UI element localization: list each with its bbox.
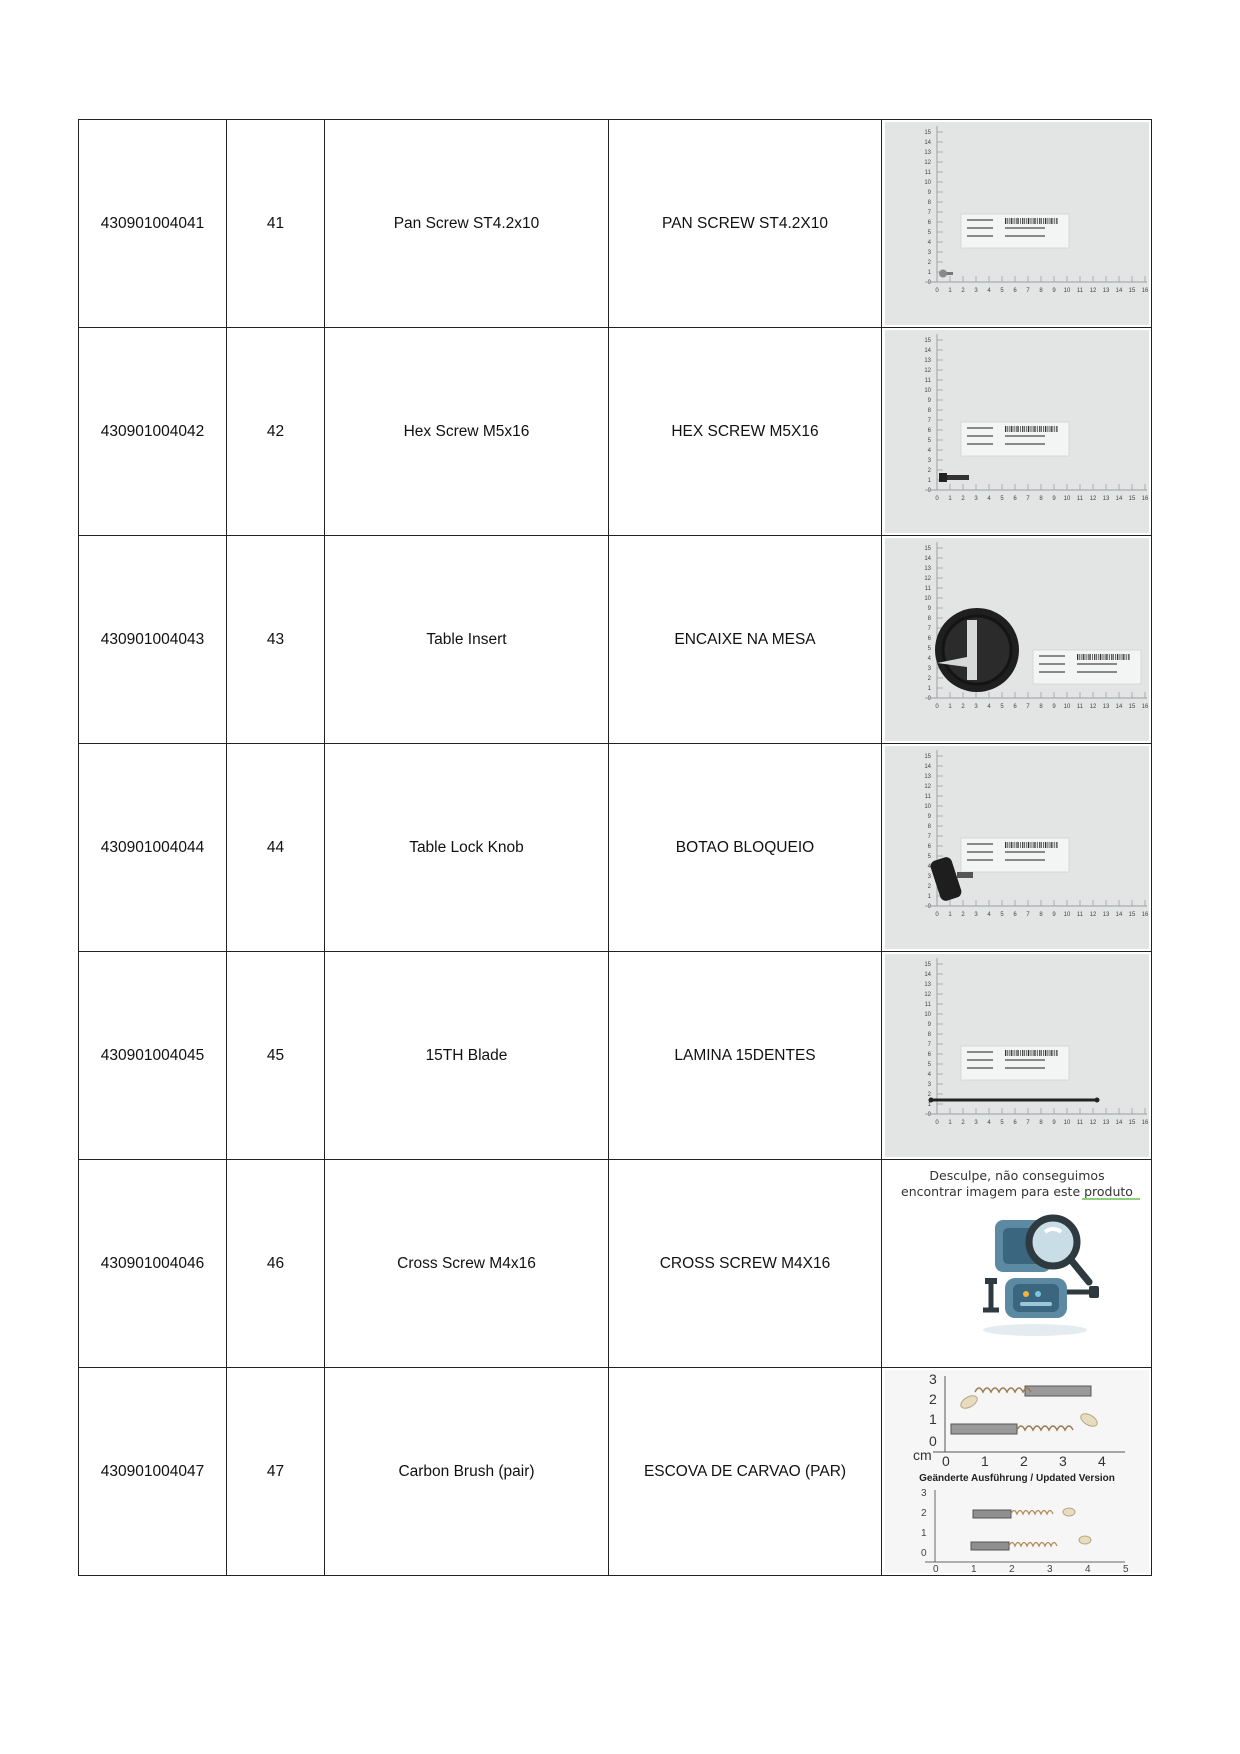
svg-text:4: 4 bbox=[986, 288, 991, 294]
svg-text:6: 6 bbox=[1012, 288, 1017, 294]
svg-text:7: 7 bbox=[1025, 704, 1030, 710]
table-row bbox=[79, 1368, 1152, 1576]
svg-text:8: 8 bbox=[1038, 496, 1043, 502]
svg-text:12: 12 bbox=[923, 368, 931, 374]
part-code: 430901004045 bbox=[79, 952, 227, 1160]
part-name-pt: ENCAIXE NA MESA bbox=[609, 536, 882, 744]
svg-text:10: 10 bbox=[923, 1012, 931, 1018]
svg-text:12: 12 bbox=[1089, 288, 1096, 294]
svg-text:9: 9 bbox=[1051, 912, 1056, 918]
svg-text:0: 0 bbox=[934, 704, 939, 710]
svg-text:2: 2 bbox=[960, 704, 965, 710]
svg-text:11: 11 bbox=[924, 378, 931, 384]
part-name-en: Hex Screw M5x16 bbox=[325, 328, 609, 536]
svg-text:1: 1 bbox=[947, 912, 952, 918]
svg-text:3: 3 bbox=[928, 1371, 937, 1387]
svg-text:14: 14 bbox=[1115, 1120, 1122, 1126]
svg-text:13: 13 bbox=[923, 358, 931, 364]
svg-text:3: 3 bbox=[1046, 1564, 1053, 1573]
svg-text:2: 2 bbox=[927, 1092, 931, 1098]
svg-text:0: 0 bbox=[920, 1548, 927, 1559]
table-row bbox=[79, 120, 1152, 328]
svg-text:9: 9 bbox=[927, 606, 931, 612]
svg-text:14: 14 bbox=[1115, 704, 1122, 710]
svg-text:12: 12 bbox=[923, 992, 931, 998]
svg-text:5: 5 bbox=[927, 854, 931, 860]
svg-text:11: 11 bbox=[1076, 912, 1083, 918]
svg-text:2: 2 bbox=[960, 288, 965, 294]
svg-text:13: 13 bbox=[1102, 288, 1109, 294]
part-name-en: 15TH Blade bbox=[325, 952, 609, 1160]
svg-text:2: 2 bbox=[1019, 1453, 1028, 1469]
svg-text:4: 4 bbox=[927, 656, 931, 662]
svg-text:9: 9 bbox=[927, 1022, 931, 1028]
svg-text:10: 10 bbox=[923, 804, 931, 810]
svg-text:1: 1 bbox=[947, 704, 952, 710]
svg-text:14: 14 bbox=[923, 140, 931, 146]
position-number: 45 bbox=[227, 952, 325, 1160]
svg-text:1: 1 bbox=[980, 1453, 989, 1469]
svg-text:9: 9 bbox=[1051, 1120, 1056, 1126]
svg-text:7: 7 bbox=[1025, 496, 1030, 502]
svg-text:1: 1 bbox=[927, 686, 931, 692]
part-name-en: Table Lock Knob bbox=[325, 744, 609, 952]
part-code: 430901004047 bbox=[79, 1368, 227, 1576]
svg-text:9: 9 bbox=[927, 190, 931, 196]
svg-text:9: 9 bbox=[1051, 288, 1056, 294]
svg-text:14: 14 bbox=[923, 972, 931, 978]
svg-text:0: 0 bbox=[928, 1433, 937, 1449]
svg-text:0: 0 bbox=[934, 912, 939, 918]
part-photo-cell bbox=[882, 536, 1152, 744]
svg-text:0: 0 bbox=[934, 496, 939, 502]
part-code: 430901004042 bbox=[79, 328, 227, 536]
svg-text:7: 7 bbox=[1025, 912, 1030, 918]
svg-text:0: 0 bbox=[927, 280, 931, 286]
svg-text:11: 11 bbox=[924, 1002, 931, 1008]
svg-text:14: 14 bbox=[923, 556, 931, 562]
svg-text:15: 15 bbox=[1128, 1120, 1135, 1126]
svg-text:10: 10 bbox=[923, 596, 931, 602]
svg-text:3: 3 bbox=[927, 874, 931, 880]
position-number: 44 bbox=[227, 744, 325, 952]
robot-magnifier-icon bbox=[983, 1218, 1099, 1336]
svg-text:2: 2 bbox=[927, 468, 931, 474]
svg-text:14: 14 bbox=[1115, 496, 1122, 502]
part-photo-cell bbox=[882, 1368, 1152, 1576]
svg-text:2: 2 bbox=[960, 496, 965, 502]
svg-text:3: 3 bbox=[973, 288, 978, 294]
part-code: 430901004041 bbox=[79, 120, 227, 328]
svg-text:5: 5 bbox=[999, 288, 1004, 294]
svg-text:6: 6 bbox=[1012, 912, 1017, 918]
part-name-pt: ESCOVA DE CARVAO (PAR) bbox=[609, 1368, 882, 1576]
svg-text:11: 11 bbox=[1076, 496, 1083, 502]
svg-text:1: 1 bbox=[970, 1564, 977, 1573]
svg-text:15: 15 bbox=[1128, 288, 1135, 294]
svg-text:3: 3 bbox=[973, 496, 978, 502]
svg-text:5: 5 bbox=[999, 496, 1004, 502]
part-code: 430901004046 bbox=[79, 1160, 227, 1368]
svg-text:11: 11 bbox=[1076, 288, 1083, 294]
svg-text:3: 3 bbox=[1058, 1453, 1067, 1469]
svg-text:6: 6 bbox=[1012, 496, 1017, 502]
svg-text:13: 13 bbox=[1102, 1120, 1109, 1126]
svg-text:15: 15 bbox=[923, 546, 931, 552]
photo-pan-screw bbox=[885, 122, 1149, 325]
photo-blade bbox=[885, 954, 1149, 1157]
part-name-en: Cross Screw M4x16 bbox=[325, 1160, 609, 1368]
part-name-en: Carbon Brush (pair) bbox=[325, 1368, 609, 1576]
svg-text:2: 2 bbox=[927, 884, 931, 890]
svg-text:4: 4 bbox=[1097, 1453, 1106, 1469]
svg-text:7: 7 bbox=[1025, 288, 1030, 294]
table-row bbox=[79, 952, 1152, 1160]
svg-text:8: 8 bbox=[927, 824, 931, 830]
svg-text:5: 5 bbox=[927, 438, 931, 444]
svg-text:10: 10 bbox=[1063, 288, 1070, 294]
svg-text:0: 0 bbox=[941, 1453, 950, 1469]
svg-text:15: 15 bbox=[923, 962, 931, 968]
position-number: 46 bbox=[227, 1160, 325, 1368]
svg-text:7: 7 bbox=[927, 834, 931, 840]
svg-text:11: 11 bbox=[1076, 704, 1083, 710]
placeholder-line-1: Desculpe, não conseguimos bbox=[928, 1168, 1105, 1183]
unit-label: cm bbox=[912, 1447, 932, 1463]
svg-text:8: 8 bbox=[1038, 1120, 1043, 1126]
svg-text:9: 9 bbox=[927, 398, 931, 404]
svg-text:5: 5 bbox=[927, 230, 931, 236]
svg-text:5: 5 bbox=[999, 704, 1004, 710]
svg-text:7: 7 bbox=[927, 210, 931, 216]
svg-text:10: 10 bbox=[1063, 496, 1070, 502]
svg-text:5: 5 bbox=[927, 646, 931, 652]
table-row bbox=[79, 328, 1152, 536]
svg-text:1: 1 bbox=[927, 478, 931, 484]
svg-text:8: 8 bbox=[1038, 912, 1043, 918]
svg-text:12: 12 bbox=[1089, 912, 1096, 918]
svg-text:14: 14 bbox=[1115, 912, 1122, 918]
svg-text:13: 13 bbox=[1102, 912, 1109, 918]
svg-text:8: 8 bbox=[927, 408, 931, 414]
svg-text:4: 4 bbox=[986, 704, 991, 710]
table-row bbox=[79, 744, 1152, 952]
photo-carbon-brush bbox=[885, 1370, 1149, 1573]
svg-text:7: 7 bbox=[927, 626, 931, 632]
svg-text:0: 0 bbox=[927, 904, 931, 910]
svg-text:1: 1 bbox=[928, 1411, 937, 1427]
svg-text:12: 12 bbox=[923, 160, 931, 166]
svg-text:1: 1 bbox=[920, 1528, 927, 1539]
position-number: 47 bbox=[227, 1368, 325, 1576]
svg-text:1: 1 bbox=[927, 1102, 931, 1108]
svg-text:11: 11 bbox=[924, 586, 931, 592]
svg-text:2: 2 bbox=[927, 676, 931, 682]
part-name-en: Table Insert bbox=[325, 536, 609, 744]
svg-text:0: 0 bbox=[927, 488, 931, 494]
part-name-en: Pan Screw ST4.2x10 bbox=[325, 120, 609, 328]
svg-text:8: 8 bbox=[927, 616, 931, 622]
svg-text:15: 15 bbox=[923, 130, 931, 136]
svg-text:13: 13 bbox=[923, 150, 931, 156]
svg-text:14: 14 bbox=[923, 348, 931, 354]
svg-text:2: 2 bbox=[960, 912, 965, 918]
placeholder-line-2: encontrar imagem para este produto bbox=[900, 1184, 1133, 1199]
part-photo-cell bbox=[882, 120, 1152, 328]
svg-text:11: 11 bbox=[924, 170, 931, 176]
part-photo-cell bbox=[882, 328, 1152, 536]
svg-text:2: 2 bbox=[928, 1391, 937, 1407]
svg-text:5: 5 bbox=[927, 1062, 931, 1068]
svg-text:11: 11 bbox=[1076, 1120, 1083, 1126]
part-photo-cell bbox=[882, 744, 1152, 952]
svg-text:7: 7 bbox=[1025, 1120, 1030, 1126]
svg-text:3: 3 bbox=[927, 666, 931, 672]
svg-text:2: 2 bbox=[960, 1120, 965, 1126]
svg-text:3: 3 bbox=[920, 1488, 927, 1499]
part-photo-cell bbox=[882, 952, 1152, 1160]
svg-text:13: 13 bbox=[923, 774, 931, 780]
svg-text:3: 3 bbox=[973, 912, 978, 918]
svg-text:7: 7 bbox=[927, 1042, 931, 1048]
svg-text:0: 0 bbox=[927, 1112, 931, 1118]
updated-version-caption: Geänderte Ausführung / Updated Version bbox=[918, 1473, 1115, 1484]
svg-text:1: 1 bbox=[947, 288, 952, 294]
no-image-placeholder bbox=[885, 1162, 1149, 1365]
svg-text:3: 3 bbox=[927, 250, 931, 256]
svg-text:16: 16 bbox=[1141, 1120, 1148, 1126]
svg-text:6: 6 bbox=[927, 220, 931, 226]
svg-text:7: 7 bbox=[927, 418, 931, 424]
svg-text:10: 10 bbox=[923, 388, 931, 394]
part-code: 430901004043 bbox=[79, 536, 227, 744]
svg-text:0: 0 bbox=[932, 1564, 939, 1573]
svg-text:0: 0 bbox=[934, 288, 939, 294]
svg-text:12: 12 bbox=[923, 784, 931, 790]
svg-text:6: 6 bbox=[1012, 704, 1017, 710]
svg-text:2: 2 bbox=[920, 1508, 927, 1519]
svg-text:14: 14 bbox=[1115, 288, 1122, 294]
svg-text:13: 13 bbox=[923, 982, 931, 988]
table-row bbox=[79, 536, 1152, 744]
position-number: 42 bbox=[227, 328, 325, 536]
svg-text:16: 16 bbox=[1141, 496, 1148, 502]
svg-text:3: 3 bbox=[973, 1120, 978, 1126]
photo-lock-knob bbox=[885, 746, 1149, 949]
svg-text:4: 4 bbox=[986, 496, 991, 502]
part-name-pt: BOTAO BLOQUEIO bbox=[609, 744, 882, 952]
svg-text:13: 13 bbox=[1102, 496, 1109, 502]
part-code: 430901004044 bbox=[79, 744, 227, 952]
svg-text:10: 10 bbox=[1063, 912, 1070, 918]
svg-text:3: 3 bbox=[927, 1082, 931, 1088]
svg-text:8: 8 bbox=[927, 200, 931, 206]
svg-text:12: 12 bbox=[1089, 704, 1096, 710]
svg-text:15: 15 bbox=[923, 338, 931, 344]
svg-text:11: 11 bbox=[924, 794, 931, 800]
part-name-pt: CROSS SCREW M4X16 bbox=[609, 1160, 882, 1368]
svg-text:10: 10 bbox=[1063, 1120, 1070, 1126]
svg-text:9: 9 bbox=[1051, 704, 1056, 710]
svg-text:1: 1 bbox=[927, 894, 931, 900]
svg-text:1: 1 bbox=[947, 496, 952, 502]
part-name-pt: HEX SCREW M5X16 bbox=[609, 328, 882, 536]
svg-text:4: 4 bbox=[927, 864, 931, 870]
svg-text:4: 4 bbox=[927, 448, 931, 454]
part-name-pt: PAN SCREW ST4.2X10 bbox=[609, 120, 882, 328]
photo-hex-screw bbox=[885, 330, 1149, 533]
position-number: 43 bbox=[227, 536, 325, 744]
svg-text:8: 8 bbox=[927, 1032, 931, 1038]
svg-text:6: 6 bbox=[1012, 1120, 1017, 1126]
svg-text:10: 10 bbox=[923, 180, 931, 186]
svg-text:16: 16 bbox=[1141, 704, 1148, 710]
svg-text:6: 6 bbox=[927, 636, 931, 642]
svg-text:14: 14 bbox=[923, 764, 931, 770]
svg-text:8: 8 bbox=[1038, 288, 1043, 294]
svg-text:3: 3 bbox=[927, 458, 931, 464]
svg-text:6: 6 bbox=[927, 1052, 931, 1058]
svg-text:5: 5 bbox=[999, 912, 1004, 918]
svg-text:6: 6 bbox=[927, 844, 931, 850]
table-row bbox=[79, 1160, 1152, 1368]
svg-text:1: 1 bbox=[947, 1120, 952, 1126]
svg-text:12: 12 bbox=[1089, 1120, 1096, 1126]
svg-text:6: 6 bbox=[927, 428, 931, 434]
svg-text:13: 13 bbox=[1102, 704, 1109, 710]
svg-text:15: 15 bbox=[1128, 496, 1135, 502]
position-number: 41 bbox=[227, 120, 325, 328]
svg-text:4: 4 bbox=[986, 1120, 991, 1126]
svg-text:2: 2 bbox=[927, 260, 931, 266]
part-name-pt: LAMINA 15DENTES bbox=[609, 952, 882, 1160]
part-photo-cell bbox=[882, 1160, 1152, 1368]
svg-text:15: 15 bbox=[1128, 704, 1135, 710]
parts-table bbox=[78, 119, 1152, 1576]
svg-text:3: 3 bbox=[973, 704, 978, 710]
svg-text:9: 9 bbox=[927, 814, 931, 820]
svg-text:13: 13 bbox=[923, 566, 931, 572]
svg-text:8: 8 bbox=[1038, 704, 1043, 710]
svg-text:0: 0 bbox=[934, 1120, 939, 1126]
svg-text:2: 2 bbox=[1008, 1564, 1015, 1573]
svg-text:1: 1 bbox=[927, 270, 931, 276]
photo-table-insert bbox=[885, 538, 1149, 741]
svg-text:4: 4 bbox=[927, 240, 931, 246]
svg-text:4: 4 bbox=[986, 912, 991, 918]
svg-text:5: 5 bbox=[1122, 1564, 1129, 1573]
svg-text:4: 4 bbox=[1084, 1564, 1091, 1573]
svg-text:9: 9 bbox=[1051, 496, 1056, 502]
svg-text:10: 10 bbox=[1063, 704, 1070, 710]
svg-text:16: 16 bbox=[1141, 288, 1148, 294]
svg-text:15: 15 bbox=[1128, 912, 1135, 918]
svg-text:0: 0 bbox=[927, 696, 931, 702]
svg-text:12: 12 bbox=[923, 576, 931, 582]
svg-text:15: 15 bbox=[923, 754, 931, 760]
svg-text:4: 4 bbox=[927, 1072, 931, 1078]
svg-text:12: 12 bbox=[1089, 496, 1096, 502]
svg-text:5: 5 bbox=[999, 1120, 1004, 1126]
svg-text:16: 16 bbox=[1141, 912, 1148, 918]
